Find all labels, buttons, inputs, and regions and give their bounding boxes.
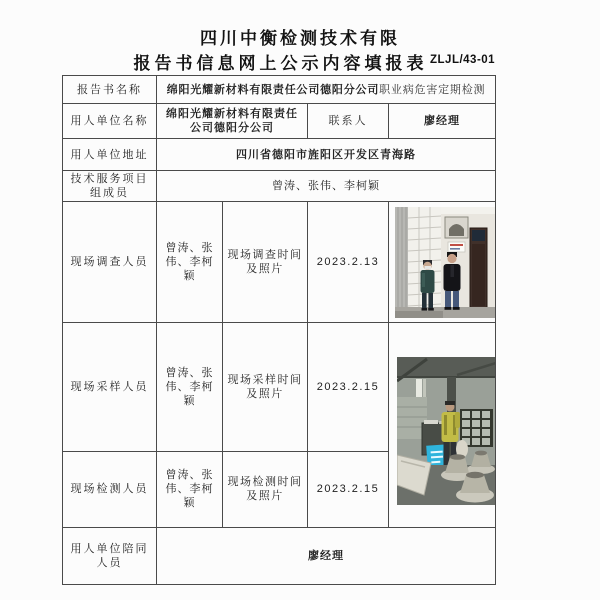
table-row — [63, 104, 496, 139]
survey-photo-cell — [389, 202, 496, 323]
detection-personnel: 曾涛、张伟、李柯颖 — [157, 451, 223, 527]
employer-address-label: 用人单位地址 — [63, 139, 157, 171]
survey-label: 现场调查人员 — [63, 202, 157, 323]
report-name-type-part: 职业病危害定期检测 — [379, 83, 486, 96]
site-survey-photo-image — [395, 207, 496, 318]
detection-time-label: 现场检测时间及照片 — [223, 451, 308, 527]
sampling-photo-cell — [389, 323, 496, 528]
detection-date: 2023.2.15 — [308, 451, 389, 527]
table-row — [63, 76, 496, 104]
table-row — [63, 528, 496, 585]
report-name-label: 报告书名称 — [63, 76, 157, 104]
project-team-value: 曾涛、张伟、李柯颖 — [157, 171, 496, 202]
accompanying-label: 用人单位陪同人员 — [63, 528, 157, 585]
site-sampling-photo-image — [397, 357, 496, 505]
survey-date: 2023.2.13 — [308, 202, 389, 323]
doc-code: ZLJL/43-01 — [430, 54, 496, 66]
table-row — [63, 171, 496, 202]
survey-personnel: 曾涛、张伟、李柯颖 — [157, 202, 223, 323]
sampling-personnel: 曾涛、张伟、李柯颖 — [157, 323, 223, 452]
form-title: 报告书信息网上公示内容填报表 — [133, 54, 428, 73]
table-row — [63, 323, 496, 452]
company-title: 四川中衡检测技术有限 — [200, 29, 400, 48]
sampling-date: 2023.2.15 — [308, 323, 389, 452]
contact-label: 联系人 — [308, 104, 389, 139]
contact-value: 廖经理 — [389, 104, 496, 139]
sampling-time-label: 现场采样时间及照片 — [223, 323, 308, 452]
table-row — [63, 202, 496, 323]
employer-address-value: 四川省德阳市旌阳区开发区青海路 — [157, 139, 496, 171]
report-name-company-part: 绵阳光耀新材料有限责任公司德阳分公司 — [166, 83, 380, 96]
sampling-label: 现场采样人员 — [63, 323, 157, 452]
employer-name-value: 绵阳光耀新材料有限责任公司德阳分公司 — [157, 104, 308, 139]
employer-name-label: 用人单位名称 — [63, 104, 157, 139]
table-row — [63, 139, 496, 171]
site-sampling-photo — [393, 324, 496, 526]
accompanying-value: 廖经理 — [157, 528, 496, 585]
report-info-table — [62, 75, 496, 585]
project-team-label: 技术服务项目组成员 — [63, 171, 157, 202]
report-name-value — [157, 76, 496, 104]
survey-time-label: 现场调查时间及照片 — [223, 202, 308, 323]
site-survey-photo — [393, 203, 496, 321]
detection-label: 现场检测人员 — [63, 451, 157, 527]
